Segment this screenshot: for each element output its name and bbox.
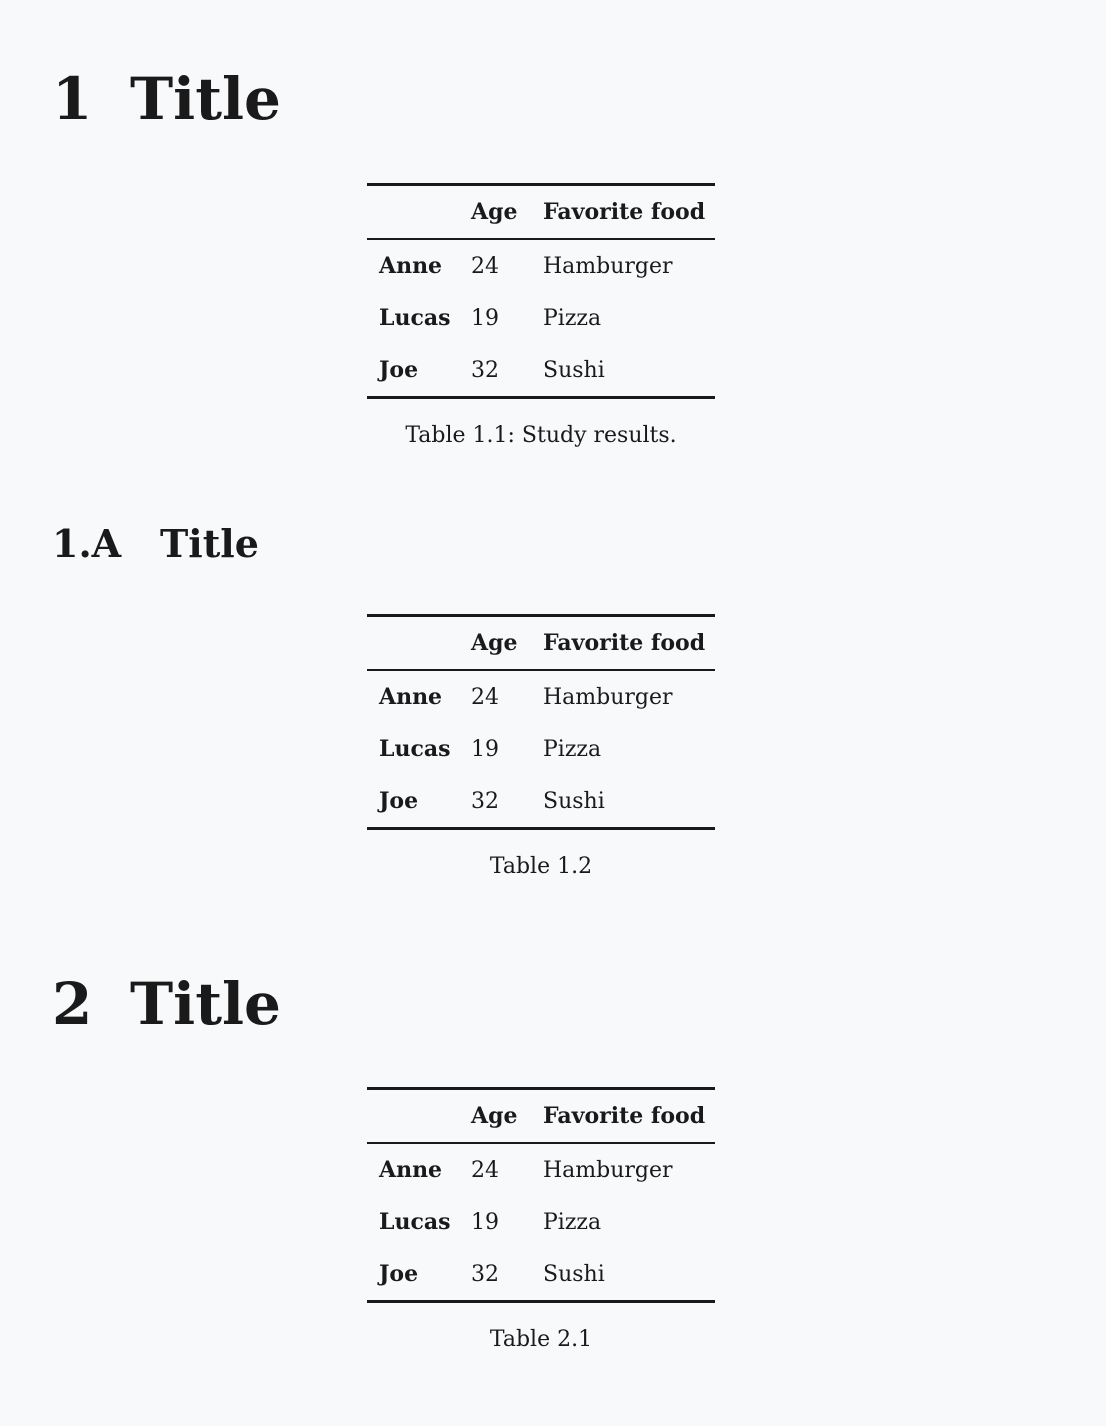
results-table-container	[367, 614, 715, 830]
subsection-number: 1.A	[52, 521, 122, 566]
row-age: 19	[471, 1209, 499, 1235]
table-header-cell: Favorite food	[543, 199, 706, 225]
subsection-title: Title	[160, 521, 259, 566]
row-name: Lucas	[379, 736, 451, 762]
table-row	[367, 344, 715, 398]
row-food: Pizza	[543, 736, 602, 762]
row-age: 24	[471, 684, 499, 710]
row-food: Hamburger	[543, 253, 673, 279]
row-food: Sushi	[543, 357, 605, 383]
table-row	[367, 1248, 715, 1302]
section-number: 1	[52, 65, 93, 133]
table-header-cell: Age	[471, 199, 518, 225]
table-header-row	[367, 1089, 715, 1144]
results-table	[367, 1087, 715, 1303]
table-caption: Table 1.2	[489, 854, 593, 879]
table-header-cell: Age	[471, 630, 518, 656]
section-title: Title	[130, 65, 281, 133]
row-name: Anne	[379, 684, 443, 710]
results-table-container	[367, 183, 715, 399]
row-age: 19	[471, 305, 499, 331]
table-row	[367, 723, 715, 775]
table-header-cell: Favorite food	[543, 630, 706, 656]
row-name: Anne	[379, 253, 443, 279]
table-row	[367, 670, 715, 723]
row-age: 32	[471, 357, 499, 383]
row-name: Joe	[379, 357, 419, 383]
table-header-cell	[367, 185, 471, 240]
row-food: Hamburger	[543, 684, 673, 710]
section-number: 2	[52, 970, 93, 1038]
section-title: Title	[130, 970, 281, 1038]
table-row	[367, 1143, 715, 1196]
table-header-row	[367, 616, 715, 671]
table-row	[367, 239, 715, 292]
table-header-cell	[367, 616, 471, 671]
results-table	[367, 614, 715, 830]
table-row	[367, 1196, 715, 1248]
section-heading	[52, 65, 281, 133]
table-row	[367, 292, 715, 344]
row-age: 24	[471, 1157, 499, 1183]
table-header-cell	[367, 1089, 471, 1144]
row-name: Lucas	[379, 1209, 451, 1235]
table-caption: Table 1.1: Study results.	[405, 423, 677, 448]
row-food: Pizza	[543, 1209, 602, 1235]
table-header-row	[367, 185, 715, 240]
table-header-cell: Age	[471, 1103, 518, 1129]
row-name: Joe	[379, 788, 419, 814]
results-table	[367, 183, 715, 399]
row-food: Pizza	[543, 305, 602, 331]
subsection-heading	[52, 521, 259, 566]
table-row	[367, 775, 715, 829]
row-name: Anne	[379, 1157, 443, 1183]
results-table-container	[367, 1087, 715, 1303]
row-food: Sushi	[543, 788, 605, 814]
row-age: 19	[471, 736, 499, 762]
row-food: Hamburger	[543, 1157, 673, 1183]
row-age: 32	[471, 788, 499, 814]
row-food: Sushi	[543, 1261, 605, 1287]
table-header-cell: Favorite food	[543, 1103, 706, 1129]
row-name: Lucas	[379, 305, 451, 331]
row-age: 24	[471, 253, 499, 279]
table-caption: Table 2.1	[489, 1327, 593, 1352]
section-heading	[52, 970, 281, 1038]
row-name: Joe	[379, 1261, 419, 1287]
row-age: 32	[471, 1261, 499, 1287]
